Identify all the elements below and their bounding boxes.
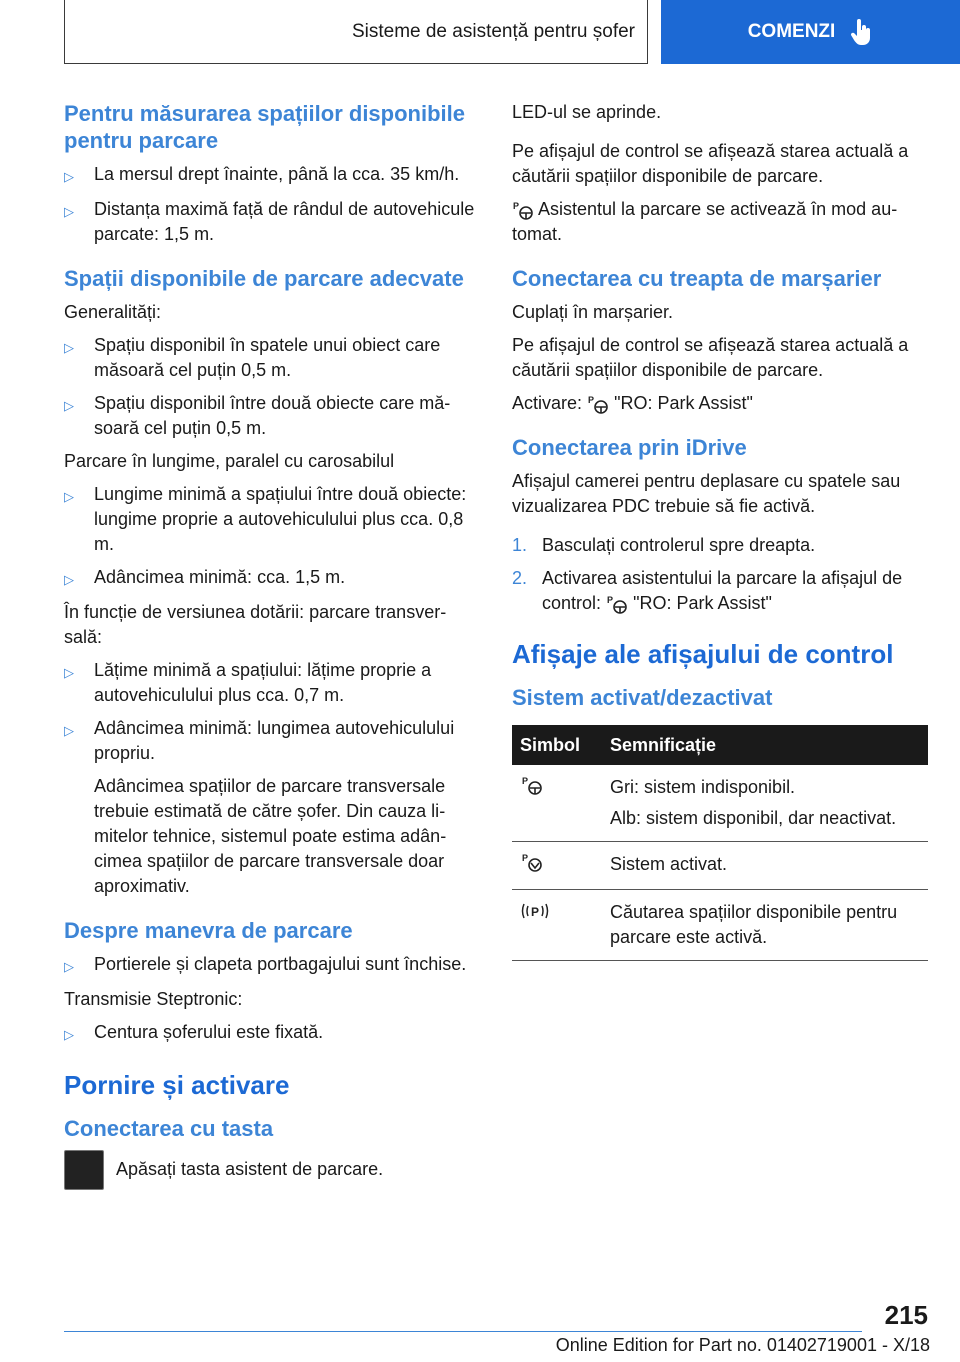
- svg-text:P: P: [588, 395, 595, 406]
- list-item: ▷ Spațiu disponibil între două obiecte care măsoară cel puțin 0,5 m.: [64, 393, 451, 438]
- list-item: ▷ Spațiu disponibil în spatele unui obiect care măsoară cel puțin 0,5 m.: [64, 335, 441, 380]
- heading-display: Afișaje ale afișajului de control: [512, 639, 894, 669]
- heading-reverse: Conectarea cu treapta de marșarier: [512, 266, 882, 291]
- led-text: LED-ul se aprinde.: [512, 102, 662, 122]
- table-row: P Gri: sistem indisponibil. Alb: sistem disponibil, dar neactivat.: [512, 765, 928, 842]
- step-item: 1. Basculați controlerul spre dreapta.: [512, 535, 816, 555]
- parallel-label: Parcare în lungime, paralel cu carosabilul: [64, 451, 395, 471]
- heading-system: Sistem activat/dezactivat: [512, 685, 773, 710]
- section-title: Sisteme de asistență pentru șofer: [351, 20, 635, 42]
- page-number: 215: [884, 1300, 928, 1330]
- heading-measure: Pentru măsurarea spațiilor disponibile pentru parcare: [64, 101, 465, 153]
- park-assist-active-icon: [520, 852, 544, 872]
- svg-text:P: P: [607, 595, 614, 606]
- activation-line: Activare: P "RO: Park Assist": [512, 393, 753, 413]
- svg-text:P: P: [531, 905, 540, 919]
- button-instruction: Apăsați tasta asistent de parcare.: [64, 1150, 476, 1190]
- step-item: 2. Activarea asistentului la parcare la afișajul de control: P "RO: Park Assist": [512, 568, 903, 613]
- list-item: ▷ Adâncimea minimă: cca. 1,5 m.: [64, 567, 346, 587]
- list-item: ▷ Centura șoferului este fixată.: [64, 1022, 324, 1042]
- list-item: ▷ Portierele și clapeta portbagajului sunt închise.: [64, 954, 467, 974]
- col-symbol: Simbol: [512, 725, 602, 765]
- svg-text:P: P: [522, 853, 529, 863]
- hand-pointer-icon: [851, 19, 873, 45]
- list-item: ▷ Adâncimea minimă: lungimea autovehiculului propriu.: [64, 718, 455, 763]
- svg-text:P: P: [513, 201, 520, 212]
- park-assist-icon: [606, 594, 628, 614]
- svg-text:P: P: [522, 776, 529, 786]
- transverse-label: În funcție de versiunea dotării: parcare transversală:: [64, 602, 447, 647]
- park-assist-icon: [587, 394, 609, 414]
- tab-label: COMENZI: [747, 21, 836, 42]
- parking-space-search-icon: [520, 900, 550, 922]
- col-meaning: Semnificație: [602, 725, 928, 765]
- list-item: ▷ Distanța maximă față de rândul de autovehicule parcate: 1,5 m.: [64, 199, 475, 244]
- transverse-note: Adâncimea spațiilor de parcare transversale trebuie estimată de către șofer. Din cauza limitelor tehnice, sistemul poate estima adâncimea spațiilor de parcare transversale doar aproximativ.: [94, 776, 447, 896]
- table-header-row: [512, 725, 928, 765]
- list-item: ▷ Lățime minimă a spațiului: lățime proprie a autovehiculului plus cca. 0,7 m.: [64, 660, 432, 705]
- steptronic-label: Transmisie Steptronic:: [64, 989, 243, 1009]
- heading-start: Pornire și activare: [64, 1070, 290, 1100]
- heading-spaces: Spații disponibile de parcare adecvate: [64, 266, 464, 291]
- auto-text: P Asistentul la parcare se activează în mod automat.: [512, 199, 898, 244]
- idrive-text: Afișajul camerei pentru deplasare cu spatele sau vizualizarea PDC trebuie să fie activă.: [512, 471, 901, 516]
- footer-edition: Online Edition for Part no. 01402719001 - X/18: [555, 1335, 930, 1355]
- header-section-title: [64, 0, 648, 64]
- table-row: P Sistem activat.: [512, 842, 928, 890]
- heading-idrive: Conectarea prin iDrive: [512, 435, 747, 460]
- status-text-2: Pe afișajul de control se afișează starea actuală a căutării spațiilor disponibile de parcare.: [512, 335, 909, 380]
- park-assist-icon: [512, 200, 534, 220]
- status-text: Pe afișajul de control se afișează starea actuală a căutării spațiilor disponibile de parcare.: [512, 141, 909, 186]
- park-assist-icon: [520, 775, 544, 795]
- tab-comenzi[interactable]: [661, 0, 960, 64]
- list-item: ▷ La mersul drept înainte, până la cca. 35 km/h.: [64, 164, 460, 184]
- general-label: Generalități:: [64, 302, 162, 322]
- footer-divider: [64, 1331, 862, 1332]
- reverse-text: Cuplați în marșarier.: [512, 302, 674, 322]
- heading-button: Conectarea cu tasta: [64, 1116, 274, 1141]
- heading-maneuver: Despre manevra de parcare: [64, 918, 353, 943]
- symbol-table: [512, 725, 928, 961]
- park-assist-button-icon: [64, 1150, 104, 1190]
- list-item: ▷ Lungime minimă a spațiului între două obiecte: lungime proprie a autovehiculului plus cca. 0,8 m.: [64, 484, 467, 554]
- table-row: P Căutarea spațiilor disponibile pentru parcare este activă.: [512, 890, 928, 961]
